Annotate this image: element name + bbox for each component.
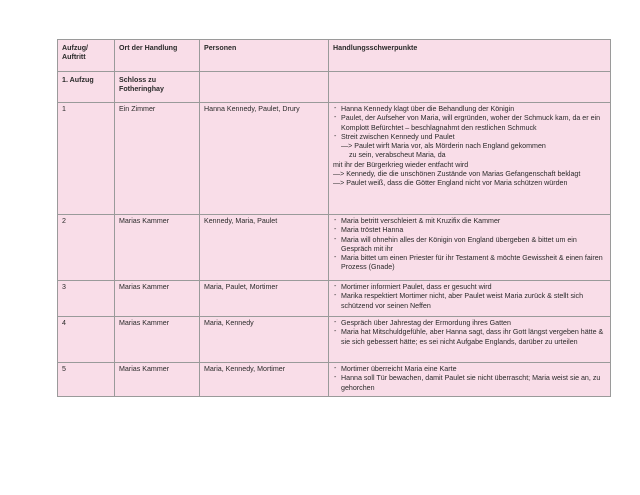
bullet-item: - Maria betritt verschleiert & mit Kruzifix die Kammer	[333, 217, 607, 226]
act-label: 1. Aufzug	[58, 72, 115, 103]
act-place: Schloss zu Fotheringhay	[115, 72, 200, 103]
bullet-item: - Maria will ohnehin alles der Königin von England übergeben & bittet um ein Gespräch mit ihr	[333, 236, 607, 255]
bullet-item: - Maria tröstet Hanna	[333, 226, 607, 235]
scene-place: Marias Kammer	[115, 317, 200, 363]
act-row	[58, 72, 611, 103]
header-personen: Personen	[200, 40, 329, 72]
text-line: —> Paulet weiß, dass die Götter England nicht vor Maria schützen würden	[333, 179, 568, 188]
bullet-list	[333, 105, 607, 142]
bullet-item: - Paulet, der Aufseher von Maria, will ergründen, woher der Schmuck kam, da er ein Komplott Befürchtet – beschlagnahmt den restlichen Schmuck	[333, 114, 607, 133]
scene-points	[329, 317, 611, 363]
scene-persons: Maria, Kennedy, Mortimer	[200, 363, 329, 397]
bullet-item: - Gespräch über Jahrestag der Ermordung ihres Gatten	[333, 319, 607, 328]
header-aufzug: Aufzug/ Auftritt	[58, 40, 115, 72]
table-row	[58, 317, 611, 363]
header-row	[58, 40, 611, 72]
scene-points	[329, 281, 611, 317]
bullet-item: - Hanna Kennedy klagt über die Behandlung der Königin	[333, 105, 607, 114]
text-line: zu sein, verabscheut Maria, da	[349, 151, 446, 160]
scene-place: Marias Kammer	[115, 363, 200, 397]
header-handlung: Handlungsschwerpunkte	[329, 40, 611, 72]
bullet-item: - Hanna soll Tür bewachen, damit Paulet sie nicht überrascht; Maria weist sie an, zu gehorchen	[333, 374, 607, 393]
scene-number: 3	[58, 281, 115, 317]
scene-number: 4	[58, 317, 115, 363]
table-row	[58, 215, 611, 281]
scene-persons: Hanna Kennedy, Paulet, Drury	[200, 103, 329, 215]
text-line: mit ihr der Bürgerkrieg wieder entfacht wird	[333, 160, 469, 169]
scene-points	[329, 215, 611, 281]
bullet-item: - Mortimer überreicht Maria eine Karte	[333, 365, 607, 374]
bullet-item: - Mortimer informiert Paulet, dass er gesucht wird	[333, 283, 607, 292]
scene-number: 2	[58, 215, 115, 281]
scene-place: Marias Kammer	[115, 281, 200, 317]
scene-place: Marias Kammer	[115, 215, 200, 281]
bullet-item: - Marika respektiert Mortimer nicht, aber Paulet weist Maria zurück & stellt sich schützend vor seinen Neffen	[333, 292, 607, 311]
scene-persons: Kennedy, Maria, Paulet	[200, 215, 329, 281]
bullet-list	[333, 217, 607, 273]
bullet-list	[333, 283, 607, 311]
text-line: —> Paulet wirft Maria vor, als Mörderin nach England gekommen	[341, 142, 546, 151]
table-row	[58, 363, 611, 397]
scene-number: 5	[58, 363, 115, 397]
header-ort: Ort der Handlung	[115, 40, 200, 72]
scene-points	[329, 363, 611, 397]
text-line: —> Kennedy, die die unschönen Zustände von Marias Gefangenschaft beklagt	[333, 170, 581, 179]
bullet-list	[333, 365, 607, 393]
bullet-item: - Streit zwischen Kennedy und Paulet	[333, 133, 607, 142]
scene-number: 1	[58, 103, 115, 215]
scene-persons: Maria, Kennedy	[200, 317, 329, 363]
scene-rows	[58, 103, 611, 397]
bullet-list	[333, 319, 607, 347]
scene-points	[329, 103, 611, 215]
table-row	[58, 103, 611, 215]
scene-table	[57, 39, 611, 397]
bullet-item: - Maria hat Mitschuldgefühle, aber Hanna sagt, dass ihr Gott längst vergeben hätte & sie sich gebessert hätte; es sei nicht Aufgabe Englands, darüber zu urteilen	[333, 328, 607, 347]
scene-persons: Maria, Paulet, Mortimer	[200, 281, 329, 317]
table-row	[58, 281, 611, 317]
scene-place: Ein Zimmer	[115, 103, 200, 215]
bullet-item: - Maria bittet um einen Priester für ihr Testament & möchte Gewissheit & einen fairen Prozess (Gnade)	[333, 254, 607, 273]
